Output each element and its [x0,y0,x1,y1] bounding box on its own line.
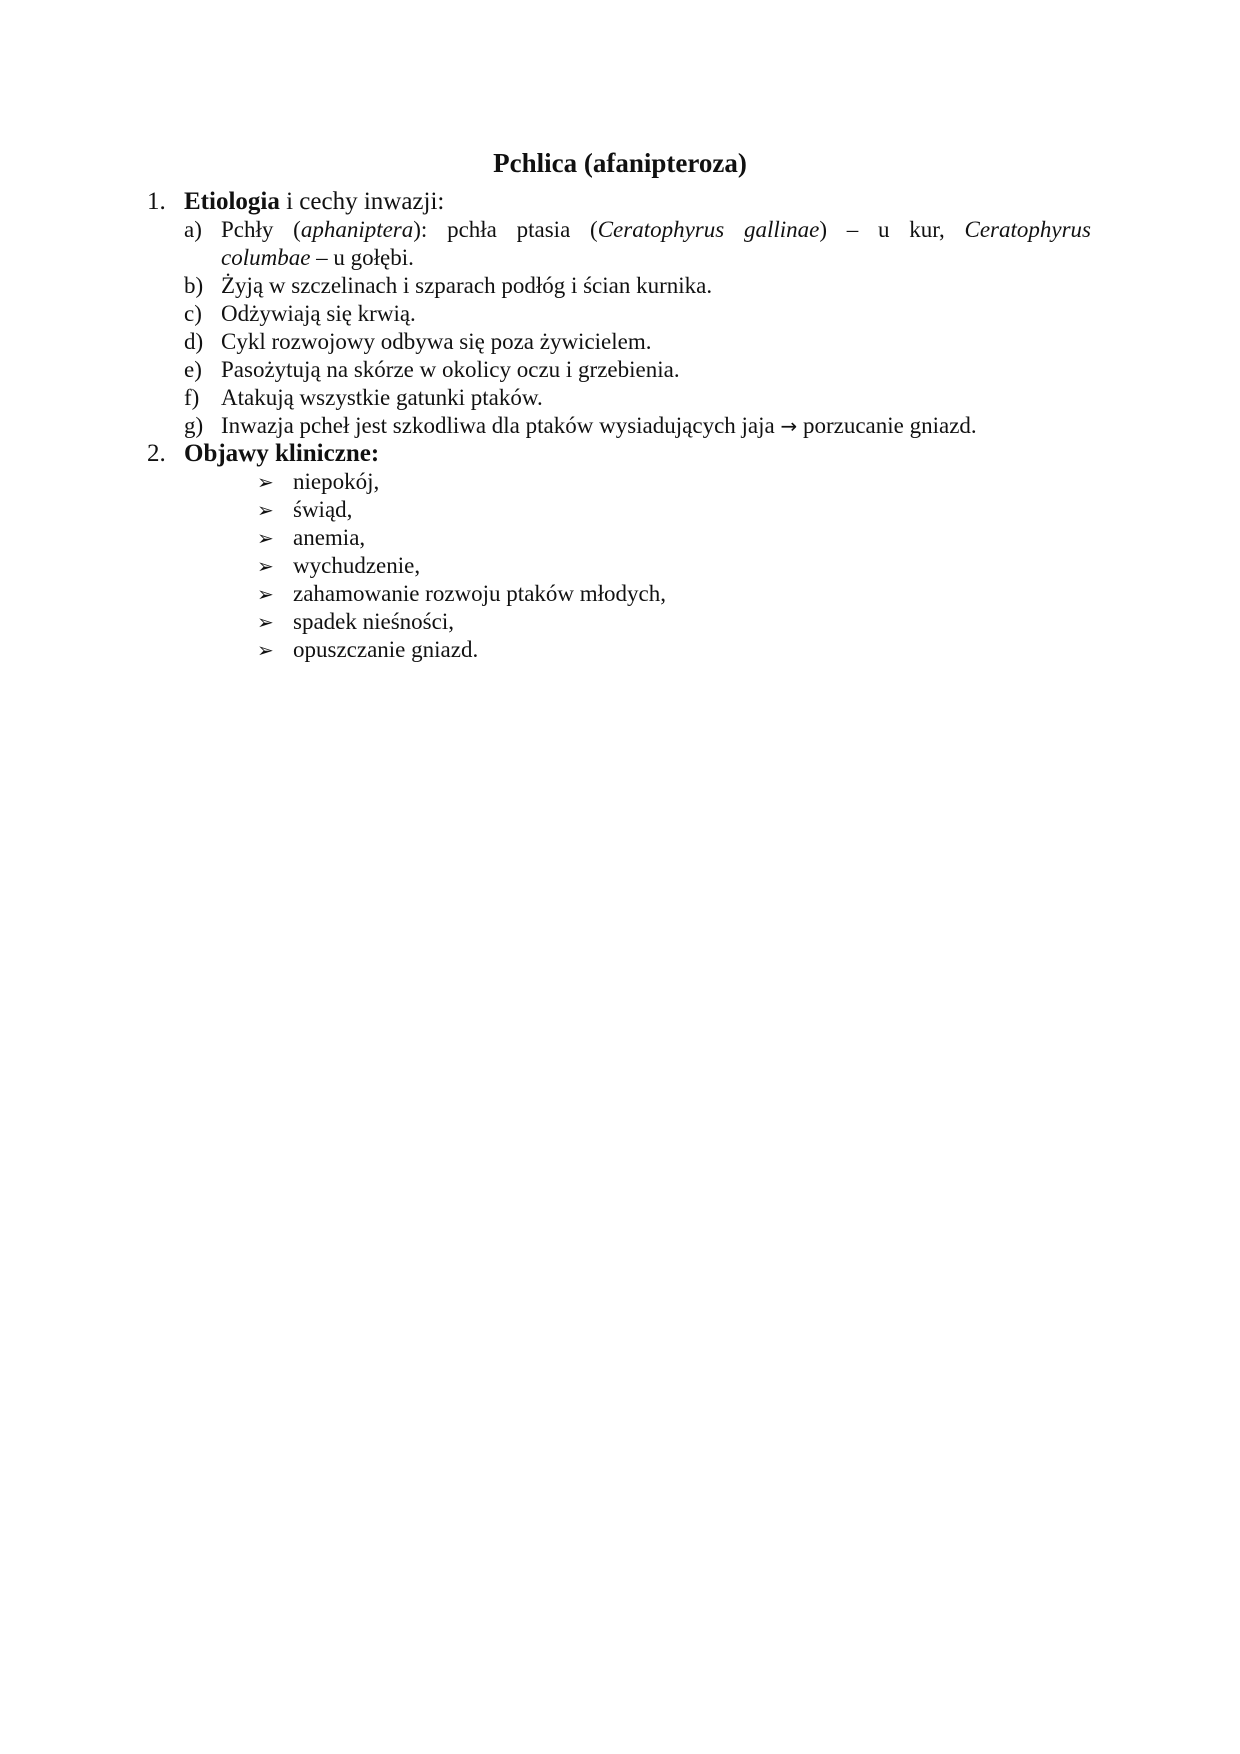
section-number: 2. [147,440,166,467]
arrowhead-bullet-icon: ➢ [257,610,274,634]
item-letter: a) [184,217,202,242]
item-letter: c) [184,301,202,326]
italic-term: columbae [221,245,311,270]
item-letter: g) [184,413,204,438]
item-text: Atakują wszystkie gatunki ptaków. [221,385,543,410]
bullet-text: świąd, [293,497,353,522]
list-item-f [184,384,543,412]
bullet-text: anemia, [293,525,366,550]
arrowhead-bullet-icon: ➢ [257,498,274,522]
bullet-text: spadek nieśności, [293,609,454,634]
list-item-a-text [221,216,1091,244]
section-2-heading [147,440,380,468]
bullet-text: opuszczanie gniazd. [293,637,479,662]
list-item-g [184,412,977,440]
section-1-heading [147,188,445,216]
item-letter: e) [184,357,202,382]
italic-term: Ceratophyrus [964,217,1091,242]
bullet-text: wychudzenie, [293,553,421,578]
list-item-e [184,356,680,384]
arrowhead-bullet-icon: ➢ [257,554,274,578]
text-fragment: – u gołębi. [310,245,414,270]
bullet-text: niepokój, [293,469,380,494]
right-arrow-icon: → [780,414,798,438]
list-item-c [184,300,416,328]
text-fragment: ) – u kur, [819,217,965,242]
item-letter: d) [184,329,204,354]
text-fragment: Pchły ( [221,217,301,242]
section-heading-bold: Objawy kliniczne [184,440,371,467]
text-fragment: ): pchła ptasia ( [413,217,598,242]
item-text: Inwazja pcheł jest szkodliwa dla ptaków wysiadujących jaja [221,413,781,438]
item-text: Żyją w szczelinach i szparach podłóg i ścian kurnika. [221,273,713,298]
list-item-a-continuation [221,244,414,272]
item-text: Odżywiają się krwią. [221,301,416,326]
bullet-text: zahamowanie rozwoju ptaków młodych, [293,581,666,606]
arrowhead-bullet-icon: ➢ [257,582,274,606]
arrowhead-bullet-icon: ➢ [257,638,274,662]
item-letter: f) [184,385,200,410]
page-title: Pchlica (afanipteroza) [493,148,747,178]
item-letter: b) [184,273,204,298]
arrowhead-bullet-icon: ➢ [257,526,274,550]
italic-term: aphaniptera [300,217,414,242]
item-text: Cykl rozwojowy odbywa się poza żywicielem. [221,329,652,354]
italic-term: Ceratophyrus gallinae [597,217,820,242]
section-heading-rest: i cechy inwazji: [279,188,445,215]
section-heading-bold: Etiologia [184,188,280,215]
section-heading-rest: : [370,440,380,467]
list-item-d [184,328,652,356]
section-number: 1. [147,188,166,215]
item-text: porzucanie gniazd. [797,413,977,438]
item-text: Pasożytują na skórze w okolicy oczu i grzebienia. [221,357,680,382]
arrowhead-bullet-icon: ➢ [257,470,274,494]
list-item-b [184,272,713,300]
